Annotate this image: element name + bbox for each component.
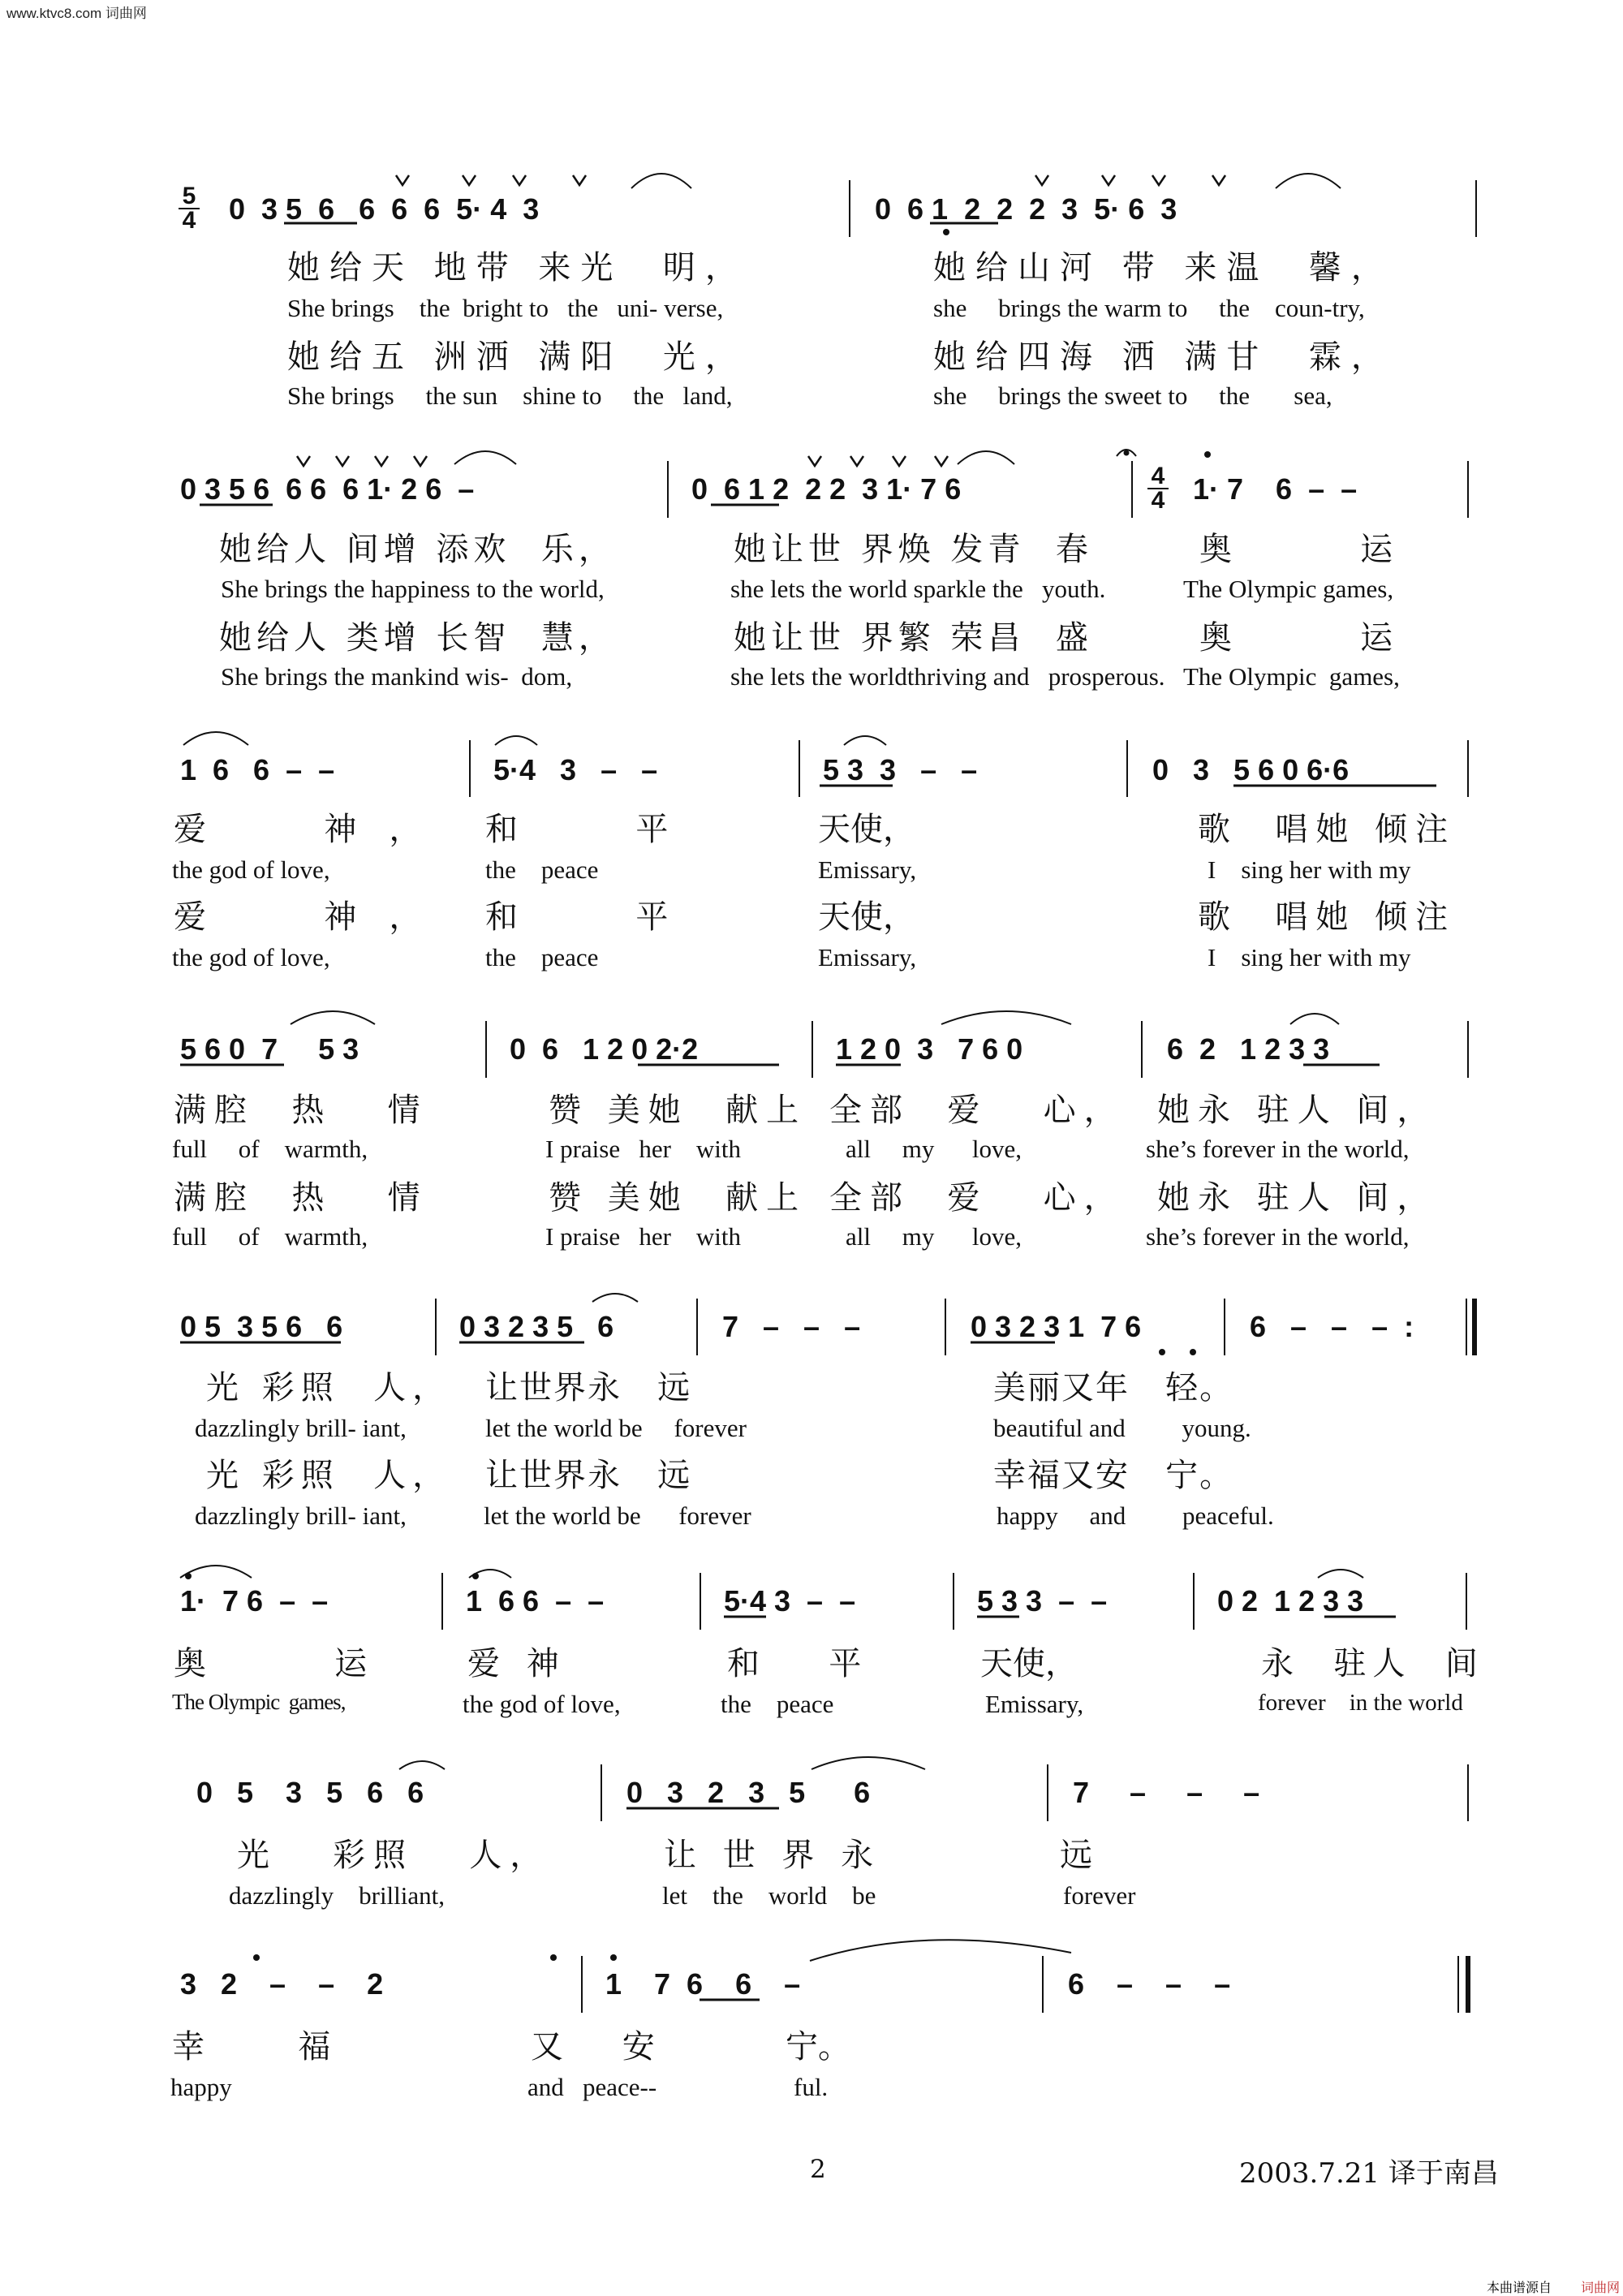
lyric-en-verse2: she lets the worldthriving and prosperous. xyxy=(730,662,1165,691)
notes-measure: 1 6 6 – – xyxy=(466,1584,605,1618)
lyric-cn-verse2: 天使， xyxy=(818,898,915,936)
lyric-en-verse2: all my love, xyxy=(846,1222,1022,1251)
notes-measure: 5·4 3 – – xyxy=(724,1584,856,1618)
lyric-cn-lyric: 光 彩照 人， xyxy=(237,1837,551,1874)
lyric-cn-verse1: 和 平 xyxy=(485,811,701,848)
lyric-en-verse1: She brings the bright to the uni- verse, xyxy=(287,294,724,322)
lyric-cn-verse2: 赞 美她 献上 xyxy=(549,1179,807,1217)
lyric-en-verse2: The Olympic games, xyxy=(1183,662,1400,691)
header-site-text: www.ktvc8.com 词曲网 xyxy=(6,6,147,21)
lyric-en-verse2: Emissary, xyxy=(818,943,917,971)
time-signature-bottom: 4 xyxy=(182,207,196,234)
notes-measure: 5 6 0 7 5 3 xyxy=(180,1032,359,1066)
notes-measure: 7 – – – xyxy=(722,1310,861,1343)
accent-marks xyxy=(297,175,1225,466)
lyric-cn-verse2: 她永 驻人 间， xyxy=(1157,1179,1438,1217)
lyric-cn-verse2: 光 彩照 人， xyxy=(206,1457,452,1494)
lyric-en-verse1: she brings the warm to the coun-try, xyxy=(933,294,1365,322)
lyric-cn-lyric: 奥 运 xyxy=(174,1645,392,1682)
notes-measure: 0 3 2 3 5 6 xyxy=(626,1776,871,1809)
lyric-en-verse1: she lets the world sparkle the youth. xyxy=(730,575,1106,603)
lyric-en-verse2: She brings the mankind wis- dom, xyxy=(221,662,573,691)
lyric-cn-verse1: 光 彩照 人， xyxy=(206,1369,452,1406)
lyric-en-lyric: let the world be xyxy=(662,1881,876,1910)
lyric-cn-lyric: 爱 神 xyxy=(467,1645,567,1682)
lyric-cn-verse2: 她给人 类增 长智 慧， xyxy=(219,619,616,657)
page-number: 2 xyxy=(810,2155,826,2184)
lyric-cn-verse2: 满腔 热 情 xyxy=(174,1179,428,1217)
time-signature-change-bottom: 4 xyxy=(1151,487,1165,514)
slurs xyxy=(180,174,1363,1961)
lyric-cn-verse2: 歌 唱她 倾注 xyxy=(1198,898,1457,936)
notes-measure: 6 2 1 2 3 3 xyxy=(1167,1032,1330,1066)
notes-measure: 1· 7 6 – – xyxy=(180,1584,329,1618)
lyric-en-verse2: let the world be forever xyxy=(484,1501,751,1530)
lyric-cn-verse2: 让世界永 远 xyxy=(485,1457,692,1494)
notes-measure: 0 5 3 5 6 6 xyxy=(180,1310,343,1343)
lyric-en-verse2: the god of love, xyxy=(172,943,330,971)
lyric-en-verse1: she’s forever in the world, xyxy=(1146,1135,1410,1163)
lyric-cn-verse1: 天使， xyxy=(818,811,915,848)
lyric-cn-verse1: 奥 运 xyxy=(1199,531,1418,568)
lyric-en-lyric: Emissary, xyxy=(985,1690,1084,1718)
lyric-en-verse2: I sing her with my xyxy=(1208,943,1411,971)
lyric-cn-verse2: 她给五 洲洒 满阳 光， xyxy=(287,338,747,376)
notes-measure: 1 7 6 6 – xyxy=(605,1967,801,2001)
notes-measure: 3 2 – – 2 xyxy=(180,1967,384,2001)
notes-measure: 0 6 1 2 0 2·2 xyxy=(510,1032,699,1066)
lyric-en-verse1: I praise her with xyxy=(545,1135,742,1163)
notes-measure: 1 6 6 – – xyxy=(180,753,335,786)
lyric-cn-lyric: 又 安 xyxy=(531,2028,679,2066)
notes-measure: 5 3 3 – – xyxy=(823,753,978,786)
lyric-en-lyric: and peace-- xyxy=(527,2073,657,2101)
notes-measure: 7 – – – xyxy=(1073,1776,1260,1809)
notes-measure: 0 3 5 6 0 6·6 xyxy=(1152,753,1350,786)
notes-measure: 0 3 2 3 5 6 xyxy=(459,1310,614,1343)
lyric-cn-verse1: 赞 美她 献上 xyxy=(549,1092,807,1129)
fermata-icon xyxy=(1117,450,1136,456)
lyric-en-lyric: forever in the world xyxy=(1258,1690,1463,1716)
lyric-en-verse1: all my love, xyxy=(846,1135,1022,1163)
lyric-en-lyric: happy xyxy=(170,2073,232,2101)
lyric-cn-lyric: 永 驻人 间 xyxy=(1261,1645,1484,1682)
lyric-en-verse1: I sing her with my xyxy=(1208,855,1411,884)
lyric-en-lyric: ful. xyxy=(794,2073,829,2101)
lyric-cn-lyric: 和 平 xyxy=(727,1645,878,1682)
lyric-cn-verse1: 美丽又年 轻。 xyxy=(993,1369,1234,1406)
notes-measure: 0 3 2 3 1 7 6 xyxy=(971,1310,1142,1343)
time-signature-change-top: 4 xyxy=(1151,463,1165,489)
lyric-cn-verse2: 她给四海 洒 满甘 霖， xyxy=(933,338,1393,376)
lyric-en-verse1: She brings the happiness to the world, xyxy=(221,575,605,603)
octave-dots xyxy=(185,229,1211,1961)
lyric-cn-verse1: 全部 爱 心， xyxy=(829,1092,1125,1129)
lyric-en-verse2: happy and peaceful. xyxy=(997,1501,1274,1530)
lyric-en-verse1: The Olympic games, xyxy=(1183,575,1394,603)
lyric-en-verse1: Emissary, xyxy=(818,855,917,884)
notes-measure: 6 – – – xyxy=(1068,1967,1231,2001)
lyric-en-verse2: she brings the sweet to the sea, xyxy=(933,381,1332,410)
time-signature-top: 5 xyxy=(182,183,196,209)
lyric-en-verse2: she’s forever in the world, xyxy=(1146,1222,1410,1251)
lyric-en-verse2: full of warmth, xyxy=(172,1222,368,1251)
notes-measure: 0 6 1 2 2 2 3 1· 7 6 xyxy=(691,472,962,506)
lyric-cn-lyric: 让 世 界 永 xyxy=(664,1837,882,1874)
notes-measure: 0 3 5 6 6 6 6 5· 4 3 xyxy=(229,192,540,226)
lyric-cn-verse1: 爱 神， xyxy=(174,811,454,848)
lyric-en-verse2: She brings the sun shine to the land, xyxy=(287,381,733,410)
notes-measure: 0 2 1 2 3 3 xyxy=(1217,1584,1364,1618)
lyric-en-lyric: dazzlingly brilliant, xyxy=(229,1881,446,1910)
lyric-cn-lyric: 天使， xyxy=(980,1645,1078,1682)
lyric-cn-verse2: 爱 神， xyxy=(174,898,454,936)
lyric-en-verse1: dazzlingly brill- iant, xyxy=(195,1414,407,1442)
lyric-cn-verse2: 奥 运 xyxy=(1199,619,1418,657)
lyric-cn-verse2: 幸福又安 宁。 xyxy=(993,1457,1234,1494)
source-label: 本曲谱源自 xyxy=(1487,2281,1552,2295)
notes-measure: 0 3 5 6 6 6 6 1· 2 6 – xyxy=(180,472,475,506)
lyric-en-verse1: let the world be forever xyxy=(485,1414,747,1442)
notes-measure: 0 5 3 5 6 6 xyxy=(196,1776,424,1809)
lyric-cn-verse1: 她让世 界焕 发青 春 xyxy=(734,531,1093,568)
lyric-cn-verse1: 她给山河 带 来温 馨， xyxy=(933,249,1393,286)
notes-measure: 5·4 3 – – xyxy=(493,753,658,786)
notes-measure: 5 3 3 – – xyxy=(977,1584,1108,1618)
lyric-en-verse2: the peace xyxy=(485,943,599,971)
beams xyxy=(180,223,1436,2000)
notes-measure: 0 6 1 2 2 2 3 5· 6 3 xyxy=(875,192,1177,226)
lyric-cn-verse2: 全部 爱 心， xyxy=(829,1179,1125,1217)
lyric-en-verse1: full of warmth, xyxy=(172,1135,368,1163)
lyric-en-verse1: the peace xyxy=(485,855,599,884)
lyric-en-verse1: beautiful and young. xyxy=(993,1414,1251,1442)
lyric-cn-lyric: 远 xyxy=(1060,1837,1092,1874)
lyric-en-verse2: I praise her with xyxy=(545,1222,742,1251)
lyric-en-lyric: forever xyxy=(1063,1881,1136,1910)
lyric-en-verse1: the god of love, xyxy=(172,855,330,884)
lyric-en-verse2: dazzlingly brill- iant, xyxy=(195,1501,407,1530)
lyric-cn-verse1: 满腔 热 情 xyxy=(174,1092,428,1129)
lyric-cn-verse2: 她让世 界繁 荣昌 盛 xyxy=(734,619,1093,657)
lyric-cn-verse1: 她给天 地带 来光 明， xyxy=(287,249,747,286)
lyric-cn-verse2: 和 平 xyxy=(485,898,701,936)
lyric-cn-verse1: 她永 驻人 间， xyxy=(1157,1092,1438,1129)
lyric-en-lyric: the god of love, xyxy=(463,1690,621,1718)
notes-measure: 1· 7 6 – – xyxy=(1193,472,1358,506)
date-note: 2003.7.21 译于南昌 xyxy=(1239,2157,1499,2190)
lyric-cn-lyric: 宁。 xyxy=(786,2028,850,2066)
lyric-cn-verse1: 让世界永 远 xyxy=(485,1369,692,1406)
lyric-en-lyric: The Olympic games, xyxy=(172,1690,346,1714)
lyric-cn-verse1: 她给人 间增 添欢 乐， xyxy=(219,531,616,568)
notes-measure: 1 2 0 3 7 6 0 xyxy=(836,1032,1023,1066)
notes-measure: 6 – – – : xyxy=(1250,1310,1414,1343)
lyric-cn-lyric: 幸 福 xyxy=(172,2028,355,2066)
site-label: 词曲网 xyxy=(1581,2281,1621,2295)
lyric-en-lyric: the peace xyxy=(721,1690,834,1718)
lyric-cn-verse1: 歌 唱她 倾注 xyxy=(1198,811,1457,848)
